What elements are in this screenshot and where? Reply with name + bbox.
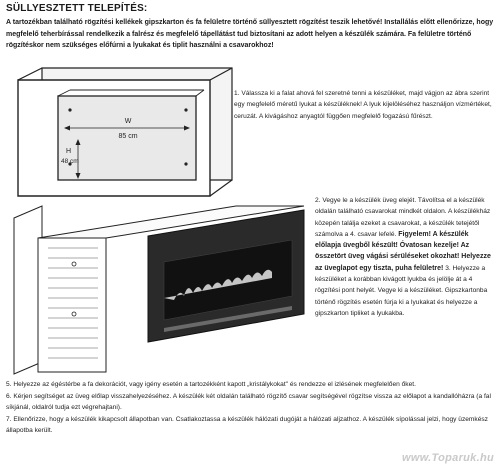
- step-2-3-text: [315, 195, 495, 319]
- step-6-text: 6. Kérjen segítséget az üveg előlap visszahelyezéséhez. A készülék két oldalán található rögzítő csavar segítségével rögzítse vissza az előlapot a kandallóházra (a fal síkjánál, oldalról tudja ezt végrehajtani).: [6, 392, 491, 412]
- watermark-logo: www.Toparuk.hu: [402, 452, 494, 464]
- bottom-steps: [6, 379, 496, 437]
- step-5-text: 5. Helyezze az égéstérbe a fa dekorációt, vagy igény esetén a tartozékként kapott „kristálykokat" és rendezze el izlésének megfelelően őket.: [6, 381, 416, 388]
- page-title: SÜLLYESZTETT TELEPÍTÉS:: [6, 3, 148, 14]
- height-label: H: [66, 148, 72, 155]
- step-1-text: 1. Válassza ki a falat ahová fel szeretné tenni a készüléket, majd vágjon az ábra szerint egy megfelelő méretű lyukat a készüléknek! A lyuk kijelöléséhez használjon vízmértéket, ceruzát. A kivágáshoz anyagtól függően megfelelő fogazású fűrészt.: [234, 90, 492, 120]
- height-value: 48 cm: [61, 158, 79, 165]
- mount-point: [68, 108, 71, 111]
- mount-point: [184, 162, 187, 165]
- width-value: 85 cm: [118, 133, 138, 140]
- fireplace-insert-diagram: [8, 196, 312, 378]
- step-2-text: 2. Vegye le a készülék üveg elejét. Távolítsa el a készülék oldalán található csavarokat mindkét oldalon. A készülékház közepén találja ezeket a csavarokat, a készülék tetejétől számolva a 4. csavar lefelé.: [315, 197, 491, 238]
- mount-point: [184, 108, 187, 111]
- step-3-text: 3. Helyezze a készüléket a korábban kivágott lyukba és jelölje át a 4 rögzítési pont helyét. Vegye ki a készüléket. Gipszkartonba történő rögzítés esetén fúrja ki a lyukakat és helyezze a gipszkarton tipliket a lyukakba.: [315, 264, 488, 317]
- glass-warning: Figyelem! A készülék előlapja üvegből készült! Óvatosan kezelje! Az összetört üveg vágási sérüléseket okozhat! Helyezze az üveglapot egy tiszta, puha felületre!: [315, 230, 491, 272]
- intro-paragraph: A tartozékban található rögzítési kellékek gipszkarton és fa felületre történő süllyesztett rögzítést teszik lehetővé! Installálás előtt ellenőrizze, hogy megfelelő teherbírással rendelkezik a falrész és megfelelő tápellátást tud biztosítani az adott helyen a készülék számára. Fa felületre történő rögzítéskor nem szükséges előfúrni a lyukakat és tiplit használni a csavarokhoz!: [6, 19, 494, 50]
- width-label: W: [124, 118, 132, 125]
- wall-cutout-diagram: [14, 62, 236, 200]
- step-7-text: 7. Ellenőrizze, hogy a készülék kikapcsolt állapotban van. Csatlakoztassa a készülék hálózati dugóját a hálózati aljzathoz. A készülék sípolással jelzi, hogy üzemkész állapotba került.: [6, 415, 488, 435]
